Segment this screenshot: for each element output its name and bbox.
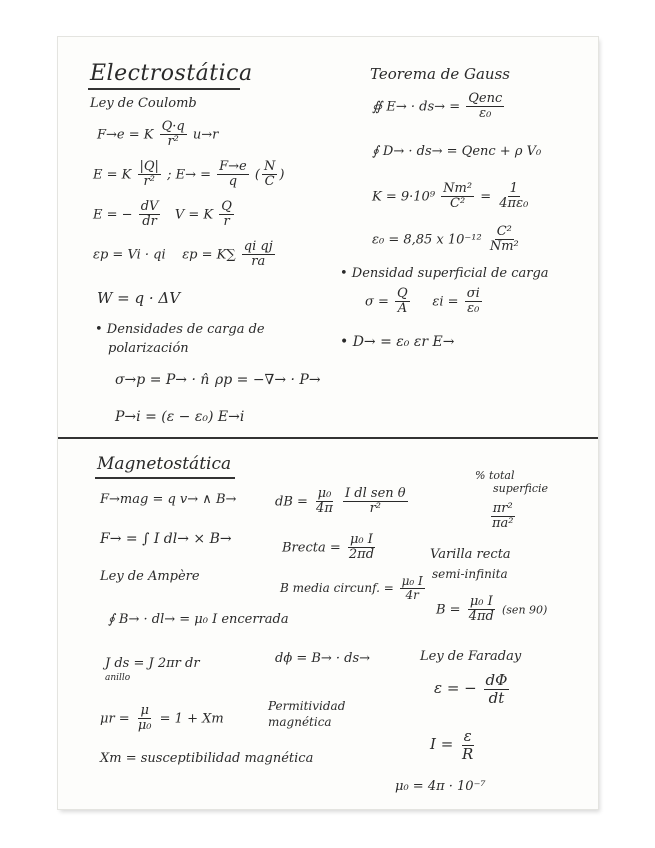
relative-permeability-eq: μr = $\frac{\mu}{\text{μ₀}}$ = 1 + Xm (100, 703, 224, 734)
coulomb-law: F→e = K $\frac{Q\cdot q}{\text{r²}}$ u→r (97, 119, 219, 150)
electrostatics-title-underline (88, 88, 240, 90)
coulomb-constant: K = 9·10⁹ $\frac{\text{Nm²}}{\text{C²}}$ = $\frac{1}{\text{4πε₀}}$ (372, 181, 529, 212)
vacuum-permittivity: ε₀ = 8,85 x 10⁻¹² $\frac{\text{C²}}{\text{Nm²}}$ (372, 224, 519, 255)
surface-density-eq: σ = $\frac{Q}{A}$ εi = $\frac{\sigma i}{\text{ε₀}}$ (365, 286, 480, 317)
magnetostatics-title: Magnetostática (97, 454, 232, 474)
potential-energy-eq: εp = Vi · qi εp = K∑ $\frac{\text{qi qj}}{ra}$ (93, 239, 273, 270)
gauss-law-d: ∮ D→ · ds→ = Qenc + ρ V₀ (372, 144, 542, 159)
work-eq: W = q · ΔV (97, 289, 181, 307)
area-ratio: $\frac{\text{πr²}}{\text{πa²}}$ (492, 501, 514, 532)
wire-force-eq: F→ = ∫ I dl→ × B→ (100, 531, 232, 547)
section-divider (58, 437, 598, 439)
half-loop-field: B media circunf. = $\frac{\text{μ₀ I}}{4r}$ (280, 574, 423, 603)
polarization-heading-2: polarización (108, 341, 189, 356)
electric-field-eq: E = K $\frac{|Q|}{\text{r²}}$ ; E→ = $\frac{F\to e}{q}$ ( $\frac{N}{C}$ ) (93, 159, 285, 190)
displacement-eq: • D→ = ε₀ εr E→ (340, 334, 455, 350)
susceptibility-eq: Xm = susceptibilidad magnética (100, 751, 314, 766)
sigma-p-eq: σ→p = P→ · n̂ (115, 372, 210, 388)
gauss-heading: Teorema de Gauss (370, 65, 510, 83)
permittivity-label: Permitividad (268, 699, 346, 713)
current-density-eq: J ds = J 2πr dr (105, 656, 200, 671)
straight-rod-label: Varilla recta (430, 547, 511, 562)
total-label: % total (475, 469, 515, 482)
electrostatics-title: Electrostática (90, 61, 253, 86)
potential-eq: E = − $\frac{dV}{dr}$ V = K $\frac{Q}{r}$ (93, 199, 232, 230)
ampere-heading: Ley de Ampère (100, 569, 200, 584)
straight-wire-field: Brecta = $\frac{\text{μ₀ I}}{2\pi d}$ (282, 532, 375, 563)
biot-savart-eq: dB = $\frac{\text{μ₀}}{4\pi}$ $\frac{\text{I dl sen θ}}{\text{r²}}$ (275, 486, 406, 517)
ring-subscript: anillo (105, 673, 131, 683)
polarization-vector-eq: P→i = (ε − ε₀) E→i (115, 409, 245, 425)
faraday-law-eq: ε = − $\frac{d\Phi}{dt}$ (434, 671, 508, 707)
surface-label: superficie (493, 482, 549, 495)
mu0-constant: μ₀ = 4π · 10⁻⁷ (395, 779, 486, 794)
magnetic-force-eq: F→mag = q v→ ∧ B→ (100, 492, 237, 507)
semi-infinite-field: B = $\frac{\text{μ₀ I}}{4\pi d}$ (sen 90) (436, 594, 548, 625)
magnetic-flux-eq: dϕ = B→ · ds→ (275, 651, 371, 666)
magnetostatics-title-underline (95, 477, 235, 479)
coulomb-heading: Ley de Coulomb (90, 96, 197, 111)
semi-infinite-label: semi-infinita (432, 567, 508, 581)
ohm-law-eq: I = $\frac{\varepsilon}{R}$ (430, 727, 474, 763)
polarization-heading: • Densidades de carga de (95, 322, 265, 337)
rho-p-eq: ρp = −∇→ · P→ (215, 372, 321, 388)
magnetic-label: magnética (268, 715, 332, 729)
faraday-heading: Ley de Faraday (420, 649, 522, 664)
surface-density-heading: • Densidad superficial de carga (340, 266, 549, 281)
ampere-law-eq: ∮ B→ · dl→ = μ₀ I encerrada (108, 612, 289, 627)
gauss-law-e: ∯ E→ · ds→ = $\frac{\text{Qenc}}{\text{ε₀}}$ (372, 91, 503, 122)
